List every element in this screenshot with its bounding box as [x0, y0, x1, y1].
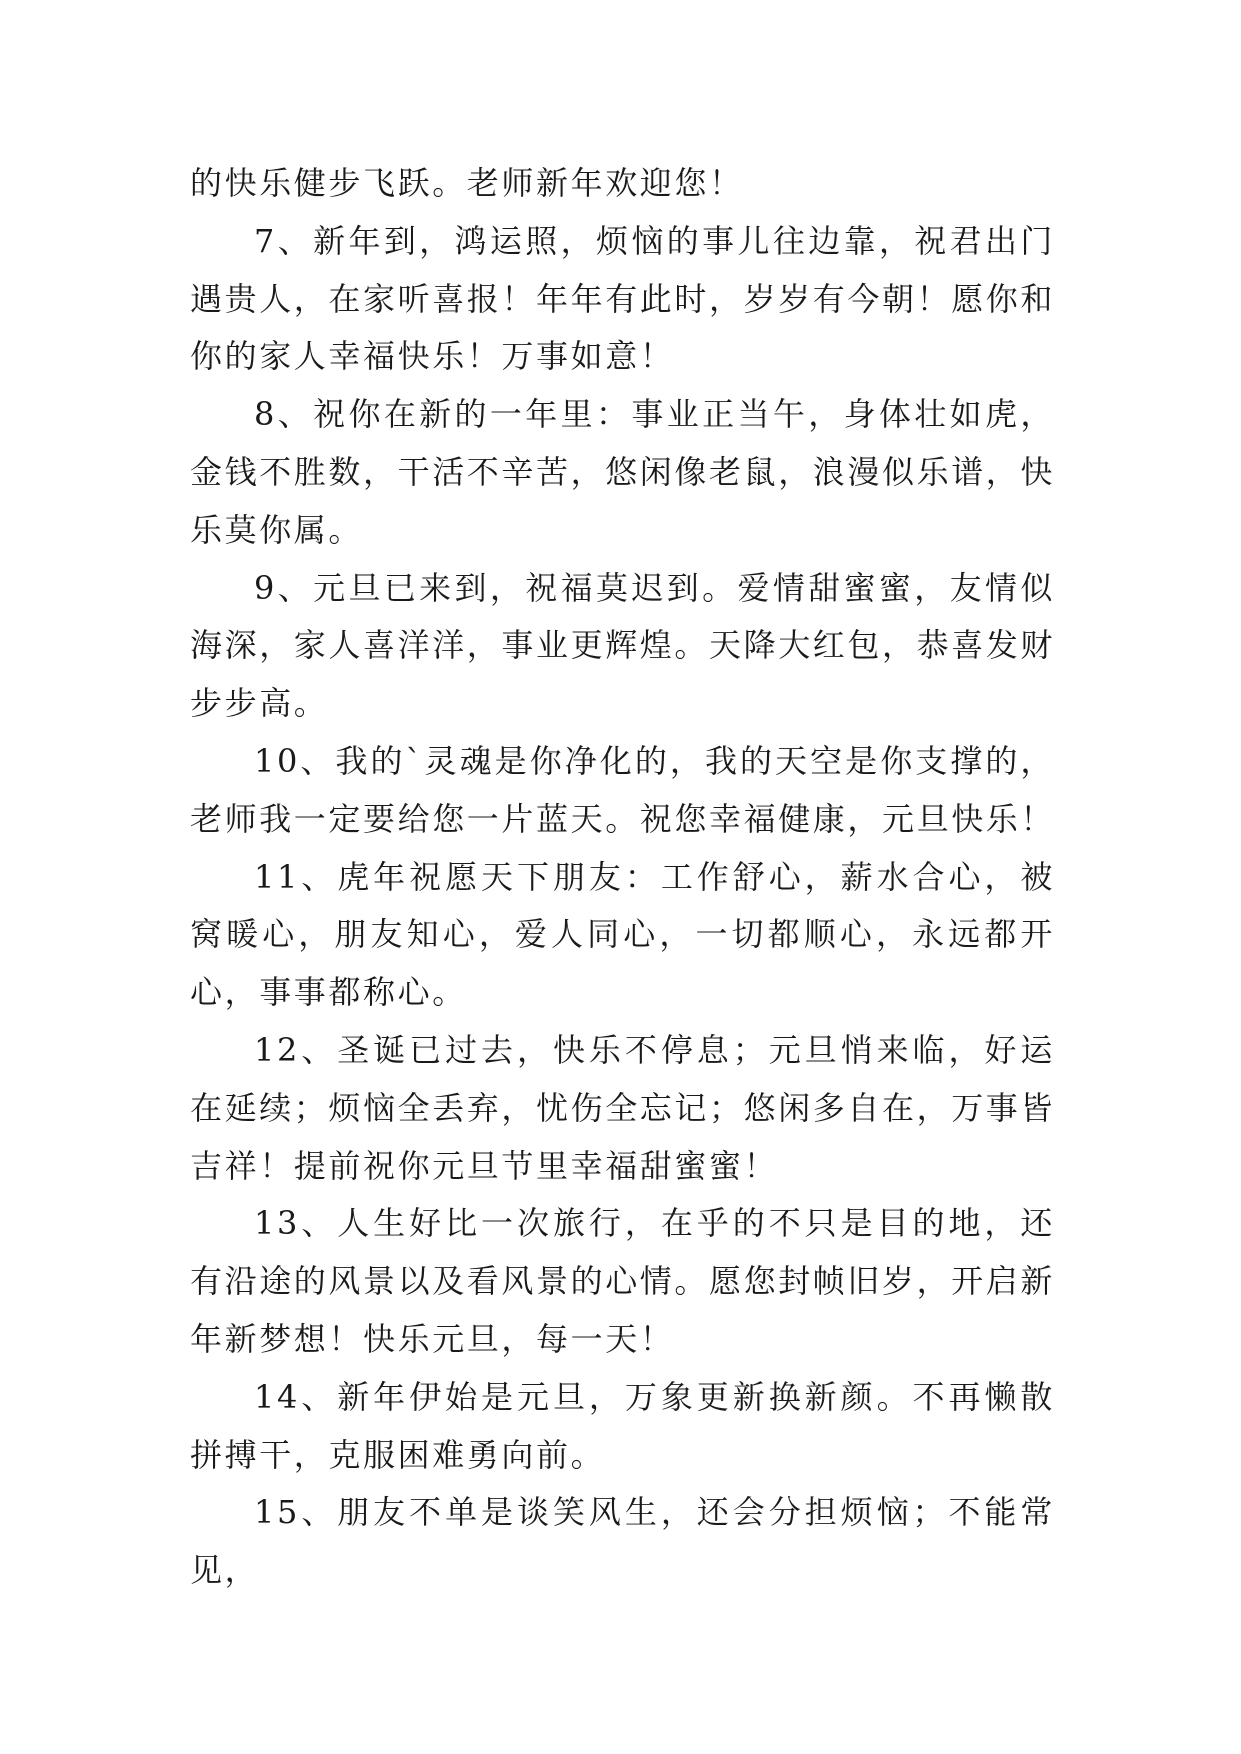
- paragraph-item-13: 13、人生好比一次旅行，在乎的不只是目的地，还有沿途的风景以及看风景的心情。愿您封帧旧岁，开启新年新梦想！快乐元旦，每一天！: [190, 1204, 1056, 1358]
- paragraph-item-12: 12、圣诞已过去，快乐不停息；元旦悄来临，好运在延续；烦恼全丢弃，忧伤全忘记；悠闲多自在，万事皆吉祥！提前祝你元旦节里幸福甜蜜蜜！: [190, 1030, 1056, 1185]
- paragraph-item-9: 9、元旦已来到，祝福莫迟到。爱情甜蜜蜜，友情似海深，家人喜洋洋，事业更辉煌。天降大红包，恭喜发财步步高。: [190, 568, 1056, 723]
- paragraph-item-7: 7、新年到，鸿运照，烦恼的事儿往边靠，祝君出门遇贵人，在家听喜报！年年有此时，岁岁有今朝！愿你和你的家人幸福快乐！万事如意！: [190, 221, 1056, 376]
- paragraph-item-10: 10、我的`灵魂是你净化的，我的天空是你支撑的，老师我一定要给您一片蓝天。祝您幸福健康，元旦快乐！: [190, 741, 1056, 838]
- paragraph-item-11: 11、虎年祝愿天下朋友：工作舒心，薪水合心，被窝暖心，朋友知心，爱人同心，一切都顺心，永远都开心，事事都称心。: [190, 857, 1055, 1012]
- paragraph-continuation: 的快乐健步飞跃。老师新年欢迎您！: [190, 164, 744, 202]
- paragraph-item-15: 15、朋友不单是谈笑风生，还会分担烦恼；不能常见，: [190, 1493, 1055, 1590]
- paragraph-item-8: 8、祝你在新的一年里：事业正当午，身体壮如虎，金钱不胜数，干活不辛苦，悠闲像老鼠，浪漫似乐谱，快乐莫你属。: [190, 395, 1056, 549]
- paragraph-item-14: 14、新年伊始是元旦，万象更新换新颜。不再懒散拼搏干，克服困难勇向前。: [190, 1377, 1055, 1474]
- document-body: [190, 155, 1055, 1600]
